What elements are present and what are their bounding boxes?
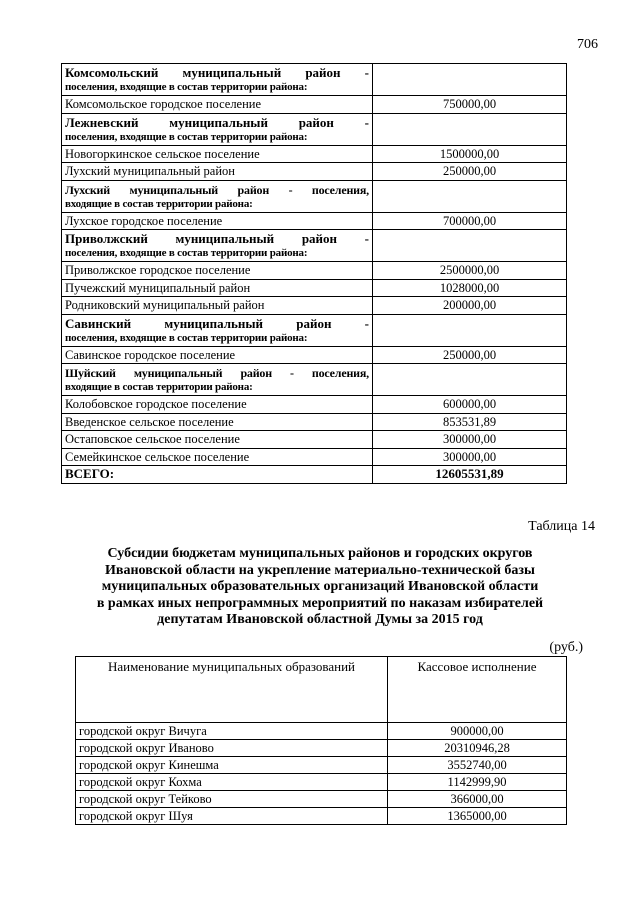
amount-cell <box>373 230 567 262</box>
title-line: Ивановской области на укрепление материально-технической базы <box>105 562 535 578</box>
amount-cell: 853531,89 <box>373 413 567 431</box>
district-header-line: Шуйский муниципальный район - поселения, <box>65 366 369 380</box>
amount-cell: 3552740,00 <box>388 757 567 774</box>
table-row <box>62 212 567 230</box>
table-row <box>76 740 567 757</box>
municipality-name: городской округ Тейково <box>76 791 388 808</box>
amount-cell: 250000,00 <box>373 346 567 364</box>
municipality-name: городской округ Шуя <box>76 808 388 825</box>
municipality-name: Лухское городское поселение <box>62 212 373 230</box>
title-line: депутатам Ивановской областной Думы за 2015 год <box>157 612 483 627</box>
district-header-row <box>62 113 567 145</box>
amount-cell: 900000,00 <box>388 723 567 740</box>
municipality-name: Лухский муниципальный район <box>62 163 373 181</box>
municipality-name: Комсомольское городское поселение <box>62 96 373 114</box>
municipality-name: Введенское сельское поселение <box>62 413 373 431</box>
table-row <box>76 774 567 791</box>
municipality-name: городской округ Вичуга <box>76 723 388 740</box>
table-row <box>62 431 567 449</box>
column-header-value: Кассовое исполнение <box>388 657 567 723</box>
municipality-name: Новогоркинское сельское поселение <box>62 145 373 163</box>
district-header-cell <box>62 113 373 145</box>
table-row <box>76 808 567 825</box>
table-row <box>62 297 567 315</box>
district-header-subline: поселения, входящие в состав территории района: <box>65 130 308 143</box>
amount-cell: 1500000,00 <box>373 145 567 163</box>
table-row <box>62 163 567 181</box>
municipality-name: Приволжское городское поселение <box>62 262 373 280</box>
amount-cell: 1028000,00 <box>373 279 567 297</box>
district-header-row <box>62 64 567 96</box>
municipality-name: городской округ Иваново <box>76 740 388 757</box>
district-header-line: Комсомольский муниципальный район - <box>65 65 369 80</box>
table-row <box>62 396 567 414</box>
municipality-name: городской округ Кинешма <box>76 757 388 774</box>
table-row <box>62 145 567 163</box>
municipality-name: Остаповское сельское поселение <box>62 431 373 449</box>
table-row <box>76 723 567 740</box>
district-header-line: Приволжский муниципальный район - <box>65 231 369 246</box>
district-header-cell <box>62 180 373 212</box>
district-header-row <box>62 230 567 262</box>
total-row <box>62 466 567 484</box>
district-header-row <box>62 180 567 212</box>
amount-cell: 20310946,28 <box>388 740 567 757</box>
title-line: в рамках иных непрограммных мероприятий по наказам избирателей <box>96 595 544 611</box>
district-header-row <box>62 364 567 396</box>
amount-cell <box>373 113 567 145</box>
amount-cell: 700000,00 <box>373 212 567 230</box>
amount-cell: 750000,00 <box>373 96 567 114</box>
table-label: Таблица 14 <box>528 519 595 534</box>
amount-cell <box>373 314 567 346</box>
municipality-name: Родниковский муниципальный район <box>62 297 373 315</box>
table-title <box>60 546 580 629</box>
amount-cell: 366000,00 <box>388 791 567 808</box>
table-row <box>62 262 567 280</box>
total-value: 12605531,89 <box>373 466 567 484</box>
table-row <box>76 757 567 774</box>
table-row <box>62 279 567 297</box>
title-line: муниципальных образовательных организаций Ивановской области <box>101 579 539 594</box>
table-header-row <box>76 657 567 723</box>
page-number: 706 <box>577 37 598 52</box>
table-row <box>62 413 567 431</box>
district-header-line: Лухский муниципальный район - поселения, <box>65 182 369 197</box>
municipality-name: Колобовское городское поселение <box>62 396 373 414</box>
table-row <box>62 448 567 466</box>
amount-cell: 250000,00 <box>373 163 567 181</box>
amount-cell: 1142999,90 <box>388 774 567 791</box>
amount-cell: 300000,00 <box>373 431 567 449</box>
table-row <box>62 346 567 364</box>
district-header-cell <box>62 364 373 396</box>
amount-cell: 1365000,00 <box>388 808 567 825</box>
subsidy-table-continued <box>61 63 567 484</box>
district-header-line: Савинский муниципальный район - <box>65 315 369 331</box>
units-label: (руб.) <box>549 640 583 655</box>
subsidy-table-14 <box>75 656 567 825</box>
district-header-line: Лежневский муниципальный район - <box>65 114 369 130</box>
amount-cell: 600000,00 <box>373 396 567 414</box>
title-line: Субсидии бюджетам муниципальных районов и городских округов <box>107 546 533 561</box>
district-header-row <box>62 314 567 346</box>
municipality-name: городской округ Кохма <box>76 774 388 791</box>
amount-cell <box>373 364 567 396</box>
district-header-cell <box>62 64 373 96</box>
column-header-name: Наименование муниципальных образований <box>76 657 388 723</box>
table-row <box>62 96 567 114</box>
amount-cell: 200000,00 <box>373 297 567 315</box>
district-header-subline: входящие в состав территории района: <box>65 197 253 210</box>
district-header-subline: поселения, входящие в состав территории района: <box>65 247 308 259</box>
district-header-subline: поселения, входящие в состав территории района: <box>65 331 308 344</box>
amount-cell: 300000,00 <box>373 448 567 466</box>
district-header-cell <box>62 230 373 262</box>
district-header-subline: входящие в состав территории района: <box>65 381 253 393</box>
table-row <box>76 791 567 808</box>
municipality-name: Савинское городское поселение <box>62 346 373 364</box>
amount-cell <box>373 64 567 96</box>
amount-cell <box>373 180 567 212</box>
municipality-name: Семейкинское сельское поселение <box>62 448 373 466</box>
total-label: ВСЕГО: <box>62 466 373 484</box>
amount-cell: 2500000,00 <box>373 262 567 280</box>
district-header-cell <box>62 314 373 346</box>
district-header-subline: поселения, входящие в состав территории района: <box>65 81 308 93</box>
municipality-name: Пучежский муниципальный район <box>62 279 373 297</box>
